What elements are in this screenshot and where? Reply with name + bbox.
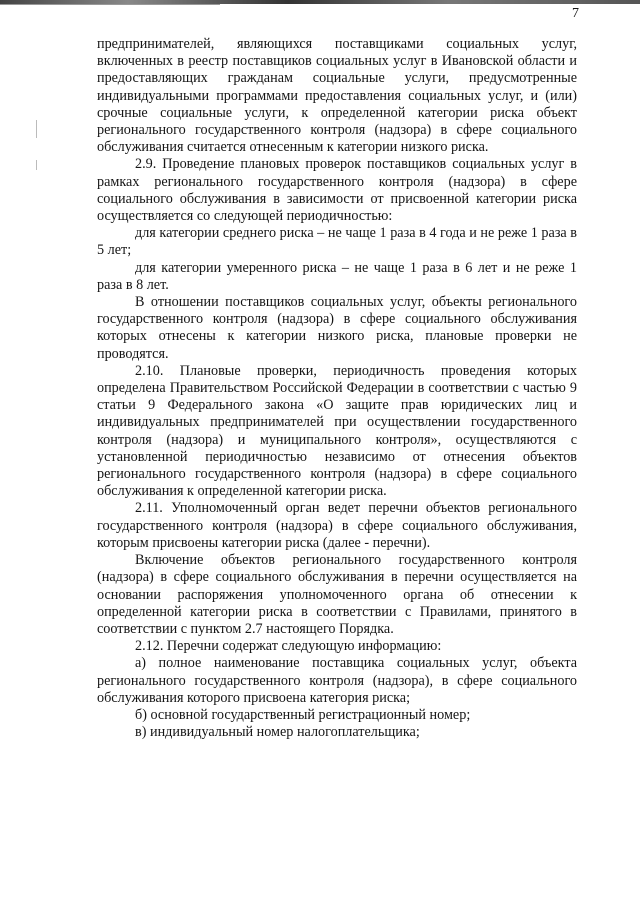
scan-margin-mark bbox=[36, 160, 37, 170]
scan-margin-mark bbox=[36, 120, 37, 138]
paragraph-moderate-risk: для категории умеренного риска – не чаще 1 раза в 6 лет и не реже 1 раза в 8 лет. bbox=[97, 259, 577, 293]
scan-top-edge-line bbox=[0, 4, 220, 5]
paragraph-low-risk: В отношении поставщиков социальных услуг, объекты регионального государственного контроля (надзора) в сфере социального обслуживания которых отнесены к категории низкого риска, плановые проверки не проводятся. bbox=[97, 294, 577, 362]
list-item-b: б) основной государственный регистрационный номер; bbox=[135, 706, 471, 723]
list-item-c: в) индивидуальный номер налогоплательщика; bbox=[135, 724, 420, 741]
paragraph-inclusion: Включение объектов регионального государственного контроля (надзора) в сфере социального обслуживания в перечни осуществляется на основании распоряжения уполномоченного органа об отнесении к определенной категории риска в соответствии с Правилами, принятого в соответствии с пунктом 2.7 настоящего Порядка. bbox=[97, 552, 577, 637]
paragraph-medium-risk: для категории среднего риска – не чаще 1 раза в 4 года и не реже 1 раза в 5 лет; bbox=[97, 225, 577, 259]
body-text bbox=[97, 36, 577, 741]
paragraph-continuation: предпринимателей, являющихся поставщиками социальных услуг, включенных в реестр поставщиков социальных услуг в Ивановской области и предоставляющих гражданам социальные услуги, предусмотренные индивидуальными программами предоставления социальных услуг, и (или) срочные социальные услуги, к определенной категории риска объект регионального государственного контроля (надзора) в сфере социального обслуживания считается отнесенным к категории низкого риска. bbox=[97, 36, 577, 156]
paragraph-2-9: 2.9. Проведение плановых проверок поставщиков социальных услуг в рамках регионального государственного контроля (надзора) в сфере социального обслуживания в зависимости от присвоенной категории риска осуществляется со следующей периодичностью: bbox=[97, 156, 577, 225]
paragraph-2-10: 2.10. Плановые проверки, периодичность проведения которых определена Правительством Российской Федерации в соответствии с частью 9 статьи 9 Федерального закона «О защите прав юридических лиц и индивидуальных предпринимателей при осуществлении государственного контроля (надзора) и муниципального контроля», осуществляются с установленной периодичностью независимо от отнесения объектов регионального государственного контроля (надзора) в сфере социального обслуживания к определенной категории риска. bbox=[97, 362, 577, 500]
paragraph-2-12: 2.12. Перечни содержат следующую информацию: bbox=[135, 638, 442, 655]
paragraph-2-11: 2.11. Уполномоченный орган ведет перечни объектов регионального государственного контроля (надзора) в сфере социального обслуживания, которым присвоены категории риска (далее - перечни). bbox=[97, 500, 577, 551]
list-item-a: а) полное наименование поставщика социальных услуг, объекта регионального государственного контроля (надзора), в сфере социального обслуживания которого присвоена категория риска; bbox=[97, 655, 577, 706]
page-number: 7 bbox=[572, 6, 579, 21]
